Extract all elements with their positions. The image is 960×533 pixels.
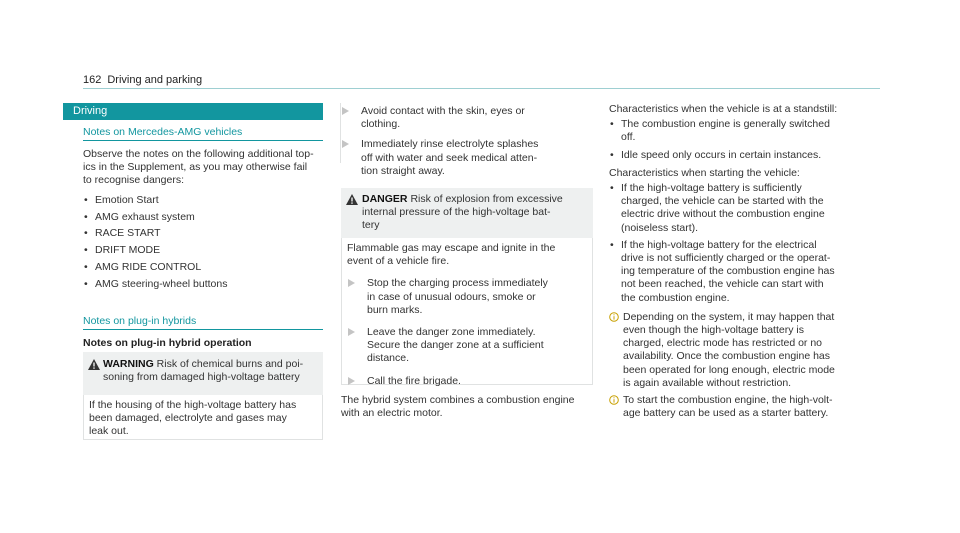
danger-title-line2: internal pressure of the high-voltage bat- (362, 206, 551, 219)
arrow-icon (342, 107, 349, 115)
action-step (341, 138, 593, 178)
warning-text (89, 399, 319, 439)
text-line: been operated for long enough, electric mode (623, 363, 835, 376)
arrow-icon (342, 140, 349, 148)
danger-title-line1: Risk of explosion from excessive (410, 193, 563, 205)
standstill-list (609, 118, 877, 162)
action-step (347, 277, 589, 317)
list-item: • AMG steering-wheel buttons (83, 276, 323, 293)
list-item: • AMG RIDE CONTROL (83, 259, 323, 276)
list-item: • AMG exhaust system (83, 209, 323, 226)
text-line: age battery can be used as a starter battery. (623, 407, 829, 420)
list-item (609, 182, 877, 235)
arrow-icon (348, 279, 355, 287)
warning-box-header (83, 352, 323, 395)
text-line: The combustion engine is generally switched (621, 118, 830, 131)
text-line: ing temperature of the combustion engine has (621, 265, 835, 278)
warning-title (88, 358, 318, 384)
text-line: drive is not sufficiently charged or the operat- (621, 252, 831, 265)
action-step (341, 105, 593, 131)
text-line: Secure the danger zone at a sufficient (367, 339, 544, 352)
text-line: Avoid contact with the skin, eyes or (361, 105, 525, 117)
text-line: Stop the charging process immediately (367, 277, 548, 290)
list-item: • Emotion Start (83, 192, 323, 209)
text-line: the combustion engine. (621, 291, 730, 304)
action-step (347, 326, 589, 366)
text-line: event of a vehicle fire. (347, 255, 450, 268)
text-line: clothing. (361, 118, 401, 131)
heading-plug-in-hybrids: Notes on plug-in hybrids (83, 315, 197, 327)
text-line: To start the combustion engine, the high-volt- (623, 394, 833, 407)
text-line: ics in the Supplement, as you may otherwise fail (83, 161, 308, 174)
amg-intro (83, 148, 323, 188)
warning-title-line1: Risk of chemical burns and poi- (156, 358, 304, 370)
starting-intro: Characteristics when starting the vehicle: (609, 166, 800, 179)
text-line: (noiseless start). (621, 221, 699, 234)
text-line: availability. Once the combustion engine has (623, 350, 831, 363)
hybrid-system-text (341, 394, 593, 420)
text-line: charged, electric mode has restricted or no (623, 337, 823, 350)
page-header (83, 74, 202, 87)
text-line: electric drive without the combustion engine (621, 208, 825, 221)
text-line: Flammable gas may escape and ignite in the (347, 242, 556, 254)
standstill-intro: Characteristics when the vehicle is at a standstill: (609, 103, 838, 115)
amg-topic-list (83, 192, 323, 292)
text-line: Depending on the system, it may happen that (623, 310, 835, 323)
danger-label: DANGER (362, 193, 408, 205)
arrow-icon (348, 377, 355, 385)
text-line: in case of unusual odours, smoke or (367, 290, 536, 303)
text-line: Observe the notes on the following additional top- (83, 148, 314, 160)
warning-title-line2: soning from damaged high-voltage battery (103, 371, 300, 384)
danger-text (347, 242, 589, 388)
list-item (609, 239, 877, 305)
danger-triangle-icon (346, 194, 358, 205)
text-line: leak out. (89, 425, 129, 438)
info-note (609, 394, 877, 420)
arrow-icon (348, 328, 355, 336)
warning-label: WARNING (103, 358, 154, 370)
danger-title-line3: tery (362, 219, 380, 232)
subheading-hybrid-operation: Notes on plug-in hybrid operation (83, 337, 252, 349)
info-note (609, 311, 877, 390)
list-item (609, 149, 877, 162)
text-line: not been reached, the vehicle can start with (621, 278, 824, 291)
warning-box-body (83, 395, 323, 440)
hybrid-characteristics (609, 103, 877, 420)
heading-amg-vehicles: Notes on Mercedes-AMG vehicles (83, 126, 243, 138)
page-number: 162 (83, 74, 102, 86)
text-line: off with water and seek medical atten- (361, 151, 538, 164)
text-line: off. (621, 131, 636, 144)
header-rule (83, 88, 880, 89)
text-line: Immediately rinse electrolyte splashes (361, 138, 539, 151)
heading-plug-in-rule (83, 329, 323, 330)
info-icon (609, 395, 619, 405)
text-line: If the high-voltage battery for the electrical (621, 238, 817, 251)
text-line: distance. (367, 352, 410, 365)
text-line: tion straight away. (361, 164, 445, 177)
heading-amg-rule (83, 140, 323, 141)
danger-title (346, 193, 588, 233)
warning-triangle-icon (88, 359, 100, 370)
text-line: burn marks. (367, 303, 423, 316)
text-line: to recognise dangers: (83, 174, 184, 187)
text-line: been damaged, electrolyte and gases may (89, 412, 287, 425)
text-line: The hybrid system combines a combustion engine (341, 394, 575, 406)
text-line: Idle speed only occurs in certain instances. (621, 148, 822, 161)
section-bar (63, 103, 323, 120)
warning-steps-continued (341, 103, 593, 178)
text-line: Leave the danger zone immediately. (367, 326, 536, 339)
section-title: Driving and parking (107, 74, 203, 86)
action-step (347, 375, 589, 388)
text-line: with an electric motor. (341, 407, 443, 420)
section-bar-label: Driving (73, 105, 108, 117)
text-line: even though the high-voltage battery is (623, 324, 804, 337)
text-line: Call the fire brigade. (367, 374, 461, 387)
text-line: charged, the vehicle can be started with the (621, 195, 824, 208)
starting-list (609, 182, 877, 305)
list-item: • DRIFT MODE (83, 242, 323, 259)
list-item (609, 118, 877, 144)
text-line: If the high-voltage battery is sufficiently (621, 182, 802, 195)
text-line: is again available without restriction. (623, 376, 792, 389)
danger-box-body (341, 238, 593, 385)
info-icon (609, 312, 619, 322)
list-item: • RACE START (83, 225, 323, 242)
danger-box-header (341, 188, 593, 238)
text-line: If the housing of the high-voltage battery has (89, 399, 297, 411)
